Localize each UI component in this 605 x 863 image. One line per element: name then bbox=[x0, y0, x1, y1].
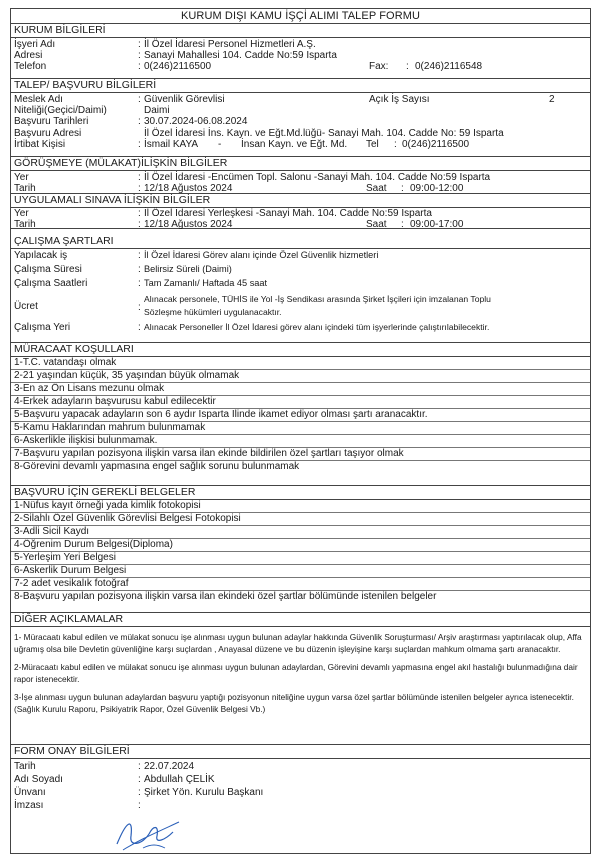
colon: : bbox=[138, 800, 141, 811]
colon: : bbox=[138, 302, 141, 313]
basvuru-adres-label: Başvuru Adresi bbox=[14, 128, 82, 139]
yapilacak-label: Yapılacak iş bbox=[14, 250, 68, 261]
sure-row bbox=[11, 264, 590, 275]
onay-unvan-label: Ünvanı bbox=[14, 787, 46, 798]
ucret-row bbox=[11, 292, 590, 320]
kurum-section bbox=[11, 24, 590, 79]
signature-image bbox=[113, 814, 183, 854]
calisma-header: ÇALIŞMA ŞARTLARI bbox=[11, 235, 590, 249]
colon: : bbox=[138, 787, 141, 798]
belgeler-item: 4-Öğrenim Durum Belgesi(Diploma) bbox=[11, 539, 590, 552]
telefon-row bbox=[11, 61, 590, 72]
onay-tarih-label: Tarih bbox=[14, 761, 36, 772]
onay-imza-row bbox=[11, 800, 590, 811]
basvuru-tarih-label: Başvuru Tarihleri bbox=[14, 116, 89, 127]
form-title: KURUM DIŞI KAMU İŞÇİ ALIMI TALEP FORMU bbox=[11, 9, 590, 24]
mulakat-yer-value: İl Özel İdaresi -Encümen Topl. Salonu -Sanayi Mah. 104. Cadde No:59 Isparta bbox=[144, 172, 491, 183]
colon: : bbox=[406, 61, 409, 72]
diger-p3: 3-İşe alınması uygun bulunan adaylardan başvuru yaptığı pozisyonun niteliğine uygun varsa özel şartlar bölümünde istenilen belgeler ayrıca istenecektir.(Sağlık Kurulu Raporu, Psikiyatrik Rapor, Özel Güvenlik Belgesi Vb.) bbox=[14, 692, 574, 714]
onay-header: FORM ONAY BİLGİLERİ bbox=[11, 745, 590, 759]
tel-label: Tel bbox=[366, 139, 379, 150]
muracaat-list bbox=[11, 357, 590, 473]
isyeri-row bbox=[11, 39, 590, 50]
belgeler-section bbox=[11, 486, 590, 613]
saatler-value: Tam Zamanlı/ Haftada 45 saat bbox=[144, 278, 268, 288]
saatler-row bbox=[11, 278, 590, 289]
talep-header: TALEP/ BAŞVURU BİLGİLERİ bbox=[11, 79, 590, 93]
colon: : bbox=[138, 116, 141, 127]
belgeler-item: 2-Silahlı Özel Güvenlik Görevlisi Belgesi Fotokopisi bbox=[11, 513, 590, 526]
sinav-section bbox=[11, 194, 590, 229]
belgeler-item: 6-Askerlik Durum Belgesi bbox=[11, 565, 590, 578]
sinav-yer-row bbox=[11, 208, 590, 219]
ucret-value-2: Sözleşme hükümleri uygulanacaktır. bbox=[144, 307, 282, 317]
irtibat-name: İsmail KAYA bbox=[144, 139, 199, 150]
onay-imza-label: İmzası bbox=[14, 800, 44, 811]
mulakat-yer-label: Yer bbox=[14, 172, 29, 183]
colon: : bbox=[138, 208, 141, 219]
irtibat-label: İrtibat Kişisi bbox=[14, 139, 66, 150]
colon: : bbox=[394, 139, 397, 150]
yapilacak-value: İl Özel İdaresi Görev alanı içinde Özel Güvenlik hizmetleri bbox=[144, 250, 379, 260]
tel-value: 0(246)2116500 bbox=[402, 139, 470, 150]
meslek-label: Meslek Adı bbox=[14, 94, 63, 105]
colon: : bbox=[138, 94, 141, 105]
muracaat-item: 1-T.C. vatandaşı olmak bbox=[11, 357, 590, 370]
colon: : bbox=[138, 61, 141, 72]
sure-label: Çalışma Süresi bbox=[14, 264, 82, 275]
yapilacak-row bbox=[11, 250, 590, 261]
basvuru-tarih-row bbox=[11, 116, 590, 127]
colon: : bbox=[138, 264, 141, 275]
calisma-yeri-label: Çalışma Yeri bbox=[14, 322, 71, 333]
onay-tarih-value: 22.07.2024 bbox=[144, 761, 195, 772]
sinav-tarih-value: 12/18 Ağustos 2024 bbox=[144, 219, 233, 230]
mulakat-saat-label: Saat bbox=[366, 183, 387, 194]
fax-value: 0(246)2116548 bbox=[415, 61, 483, 72]
mulakat-tarih-label: Tarih bbox=[14, 183, 36, 194]
adres-label: Adresi bbox=[14, 50, 43, 61]
meslek-value: Güvenlik Görevlisi bbox=[144, 94, 225, 105]
onay-ad-value: Abdullah ÇELİK bbox=[144, 774, 215, 785]
belgeler-item: 3-Adli Sicil Kaydı bbox=[11, 526, 590, 539]
diger-header: DİĞER AÇIKLAMALAR bbox=[11, 613, 590, 627]
colon: : bbox=[138, 172, 141, 183]
ucret-label: Ücret bbox=[14, 301, 38, 312]
colon: : bbox=[138, 50, 141, 61]
mulakat-yer-row bbox=[11, 172, 590, 183]
telefon-label: Telefon bbox=[14, 61, 47, 72]
talep-form bbox=[10, 8, 591, 854]
adres-value: Sanayi Mahallesi 104. Cadde No:59 Isparta bbox=[144, 50, 337, 61]
belgeler-list bbox=[11, 500, 590, 603]
onay-ad-label: Adı Soyadı bbox=[14, 774, 63, 785]
muracaat-item: 5-Başvuru yapacak adayların son 6 aydır Isparta İlinde ikamet ediyor olması şartı aranacaktır. bbox=[11, 409, 590, 422]
mulakat-saat-value: 09:00-12:00 bbox=[410, 183, 464, 194]
belgeler-item: 8-Başvuru yapılan pozisyona ilişkin varsa ilan ekindeki özel şartlar bölümünde istenilen belgeler bbox=[14, 591, 437, 602]
sinav-tarih-label: Tarih bbox=[14, 219, 36, 230]
onay-unvan-row bbox=[11, 787, 590, 798]
muracaat-item: 7-Başvuru yapılan pozisyona ilişkin varsa ilan ekinde bildirilen özel şartları taşıyor olmak bbox=[11, 448, 590, 461]
ucret-value-1: Alınacak personele, TÜHİS ile Yol -İş Sendikası arasında Şirket İşçileri için imzalanan Toplu bbox=[144, 294, 491, 304]
muracaat-item: 2-21 yaşından küçük, 35 yaşından büyük olmamak bbox=[11, 370, 590, 383]
colon: : bbox=[138, 183, 141, 194]
colon: : bbox=[401, 219, 404, 230]
kurum-header: KURUM BİLGİLERİ bbox=[11, 24, 590, 38]
colon: : bbox=[138, 250, 141, 261]
muracaat-item: 5-Kamu Haklarından mahrum bulunmamak bbox=[11, 422, 590, 435]
nitelik-row bbox=[11, 105, 590, 116]
irtibat-dash: - bbox=[218, 139, 222, 150]
fax-label: Fax: bbox=[369, 61, 389, 72]
sinav-tarih-row bbox=[11, 219, 590, 230]
sure-value: Belirsiz Süreli (Daimi) bbox=[144, 264, 232, 274]
nitelik-value: Daimi bbox=[144, 105, 170, 116]
muracaat-item: 4-Erkek adayların başvurusu kabul edilecektir bbox=[11, 396, 590, 409]
sinav-saat-value: 09:00-17:00 bbox=[410, 219, 464, 230]
onay-unvan-value: Şirket Yön. Kurulu Başkanı bbox=[144, 787, 264, 798]
colon: : bbox=[138, 139, 141, 150]
sinav-saat-label: Saat bbox=[366, 219, 387, 230]
adres-row bbox=[11, 50, 590, 61]
muracaat-section bbox=[11, 343, 590, 486]
colon: : bbox=[138, 219, 141, 230]
calisma-yeri-value: Alınacak Personeller İl Özel İdaresi görev alanı içindeki tüm işyerlerinde çalıştırılabilecektir. bbox=[144, 322, 490, 332]
colon: : bbox=[138, 39, 141, 50]
telefon-value: 0(246)2116500 bbox=[144, 61, 212, 72]
belgeler-header: BAŞVURU İÇİN GEREKLİ BELGELER bbox=[11, 486, 590, 500]
basvuru-adres-value: İl Özel İdaresi İns. Kayn. ve Eğt.Md.lüğü- Sanayi Mah. 104. Cadde No: 59 Isparta bbox=[144, 128, 504, 139]
basvuru-tarih-value: 30.07.2024-06.08.2024 bbox=[144, 116, 248, 127]
belgeler-item: 1-Nüfus kayıt örneği yada kimlik fotokopisi bbox=[11, 500, 590, 513]
sinav-yer-value: İl Özel İdaresi Yerleşkesi -Sanayi Mah. 104. Cadde No:59 Isparta bbox=[144, 208, 432, 219]
acik-value: 2 bbox=[549, 94, 555, 105]
mulakat-section bbox=[11, 157, 590, 194]
colon: : bbox=[401, 183, 404, 194]
mulakat-tarih-value: 12/18 Ağustos 2024 bbox=[144, 183, 233, 194]
isyeri-label: İşyeri Adı bbox=[14, 39, 56, 50]
sinav-header: UYGULAMALI SINAVA İLİŞKİN BİLGİLER bbox=[11, 194, 590, 208]
saatler-label: Çalışma Saatleri bbox=[14, 278, 88, 289]
diger-section bbox=[11, 613, 590, 745]
muracaat-header: MÜRACAAT KOŞULLARI bbox=[11, 343, 590, 357]
onay-tarih-row bbox=[11, 761, 590, 772]
calisma-yeri-row bbox=[11, 322, 590, 333]
irtibat-row bbox=[11, 139, 590, 150]
basvuru-adres-row bbox=[11, 128, 590, 139]
muracaat-item: 6-Askerlikle ilişkisi bulunmamak. bbox=[11, 435, 590, 448]
acik-label: Açık İş Sayısı bbox=[369, 94, 430, 105]
talep-section bbox=[11, 79, 590, 157]
isyeri-value: İl Özel İdaresi Personel Hizmetleri A.Ş. bbox=[144, 39, 316, 50]
mulakat-header: GÖRÜŞMEYE (MÜLAKAT)İLİŞKİN BİLGİLER bbox=[11, 157, 590, 171]
onay-ad-row bbox=[11, 774, 590, 785]
diger-p2: 2-Müracaatı kabul edilen ve mülakat sonucu işe alınması uygun bulunan adaylardan, Görevini devamlı yapmasına engel akıl hastalığı bulunmadığına dair rapor istenecektir. bbox=[14, 662, 578, 684]
sinav-yer-label: Yer bbox=[14, 208, 29, 219]
onay-section bbox=[11, 745, 590, 811]
muracaat-item: 8-Görevini devamlı yapmasına engel sağlık sorunu bulunmamak bbox=[14, 461, 300, 472]
nitelik-label: Niteliği(Geçici/Daimi) bbox=[14, 105, 107, 116]
colon: : bbox=[138, 761, 141, 772]
belgeler-item: 7-2 adet vesikalık fotoğraf bbox=[11, 578, 590, 591]
calisma-section bbox=[11, 235, 590, 343]
colon: : bbox=[138, 774, 141, 785]
irtibat-unit: İnsan Kayn. ve Eğt. Md. bbox=[241, 139, 348, 150]
belgeler-item: 5-Yerleşim Yeri Belgesi bbox=[11, 552, 590, 565]
colon: : bbox=[138, 322, 141, 333]
diger-p1: 1- Müracaatı kabul edilen ve mülakat sonucu işe alınması uygun bulunan adaylar hakkında Güvenlik Soruşturması/ Arşiv araştırması yaptırılacak olup, Affa uğramış olsa bile Devletin güvenliğine karşı suçlardan , Anayasal düzene ve bu düzenin işleyişine karşı suçlardan mahkum olmama şartı aranacaktır. bbox=[14, 632, 582, 654]
meslek-row bbox=[11, 94, 590, 105]
muracaat-item: 3-En az Ön Lisans mezunu olmak bbox=[11, 383, 590, 396]
colon: : bbox=[138, 278, 141, 289]
mulakat-tarih-row bbox=[11, 183, 590, 194]
